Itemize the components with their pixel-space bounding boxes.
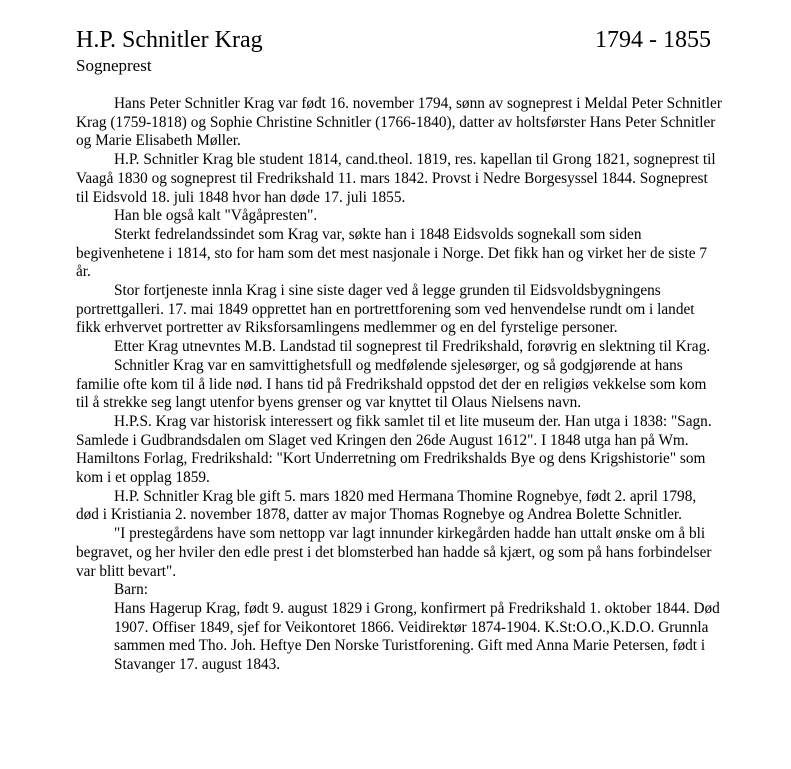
- life-years: 1794 - 1855: [595, 27, 711, 53]
- person-name: H.P. Schnitler Krag: [76, 27, 263, 53]
- paragraph-birth: Hans Peter Schnitler Krag var født 16. november 1794, sønn av sogneprest i Meldal Peter Schnitler Krag (1759-1818) og Sophie Christine Schnitler (1766-1840), datter av holtsførster Hans Peter Schnitler og Marie Elisabeth Møller.: [76, 95, 722, 150]
- biography-body: [76, 95, 722, 675]
- paragraph-burial-quote: "I prestegårdens have som nettopp var lagt innunder kirkegården hadde han uttalt ønske om å bli begravet, og her hviler den edle prest i det blomsterbed han hadde så kjært, og som på hans forbindelser var blitt bevart".: [76, 525, 712, 580]
- header: [76, 26, 711, 54]
- paragraph-successor: Etter Krag utnevntes M.B. Landstad til sogneprest til Fredrikshald, forøvrig en slektning til Krag.: [114, 338, 711, 356]
- paragraph-nickname: Han ble også kalt "Vågåpresten".: [114, 207, 318, 225]
- paragraph-eidsvold: Sterkt fedrelandssindet som Krag var, søkte han i 1848 Eidsvolds sognekall som siden begivenhetene i 1814, sto for ham som det mest nasjonale i Norge. Det fikk han og virket her de siste 7 år.: [76, 225, 707, 281]
- paragraph-character: Schnitler Krag var en samvittighetsfull og medfølende sjelesørger, og så godgjørende at hans familie ofte kom til å lide nød. I hans tid på Fredrikshald oppstod det der en religiøs vekkelse som kom til å strekke seg langt utenfor byens grenser og var knyttet til Olaus Nielsens navn.: [76, 356, 707, 412]
- paragraph-career: H.P. Schnitler Krag ble student 1814, cand.theol. 1819, res. kapellan til Grong 1821, sogneprest til Vaagå 1830 og sogneprest til Fredrikshald 11. mars 1842. Provst i Nedre Borgesyssel 1844. Sogneprest til Eidsvold 18. juli 1848 hvor han døde 17. juli 1855.: [76, 151, 716, 206]
- occupation-title: Sogneprest: [76, 56, 152, 75]
- paragraph-history-interest: H.P.S. Krag var historisk interessert og fikk samlet til et lite museum der. Han utga i 1838: "Sagn. Samlede i Gudbrandsdalen om Slaget ved Kringen den 26de August 1612". I 1848 utga han på Wm. Hamiltons Forlag, Fredrikshald: "Kort Underretning om Fredrikshalds Bye og dens Krigshistorie" som kom i et opplag 1859.: [76, 412, 712, 487]
- children-heading: Barn:: [114, 581, 148, 599]
- paragraph-marriage: H.P. Schnitler Krag ble gift 5. mars 1820 med Hermana Thomine Rognebye, født 2. april 1798, død i Kristiania 2. november 1878, datter av major Thomas Rognebye og Andrea Bolette Schnitler.: [76, 487, 697, 524]
- paragraph-portrait-gallery: Stor fortjeneste innla Krag i sine siste dager ved å legge grunden til Eidsvoldsbygningens portrettgalleri. 17. mai 1849 opprettet han en portrettforening som ved henvendelse rundt om i landet fikk erhvervet portretter av Riksforsamlingens medlemmer og en del fyrstelige personer.: [76, 282, 695, 337]
- child-entry: Hans Hagerup Krag, født 9. august 1829 i Grong, konfirmert på Fredrikshald 1. oktober 1844. Død 1907. Offiser 1849, sjef for Veikontoret 1866. Veidirektør 1874-1904. K.St:O.O.,K.D.O. Grunnla sammen med Tho. Joh. Heftye Den Norske Turistforening. Gift med Anna Marie Petersen, født i Stavanger 17. august 1843.: [114, 599, 720, 674]
- document-page: [76, 26, 722, 675]
